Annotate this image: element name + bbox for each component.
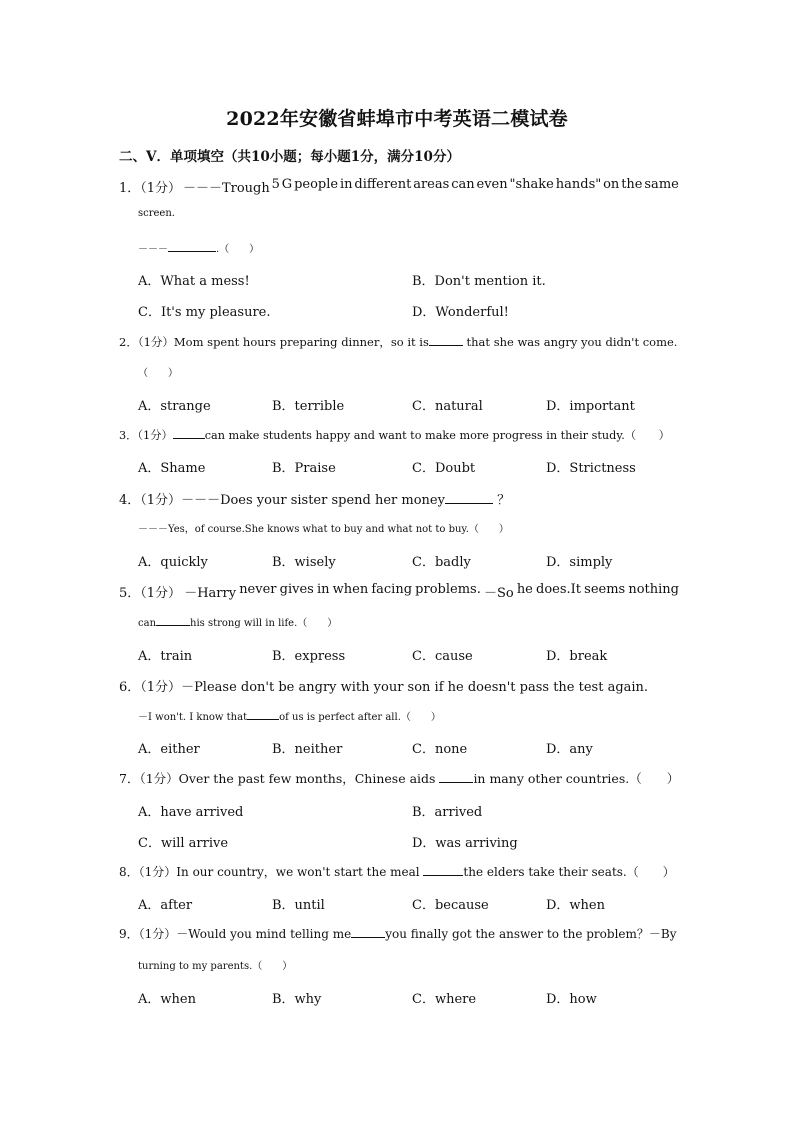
q1-option-b: B．Don't mention it. [412, 274, 546, 289]
q1-w12: the [621, 177, 643, 192]
q5-w6: problems. [415, 582, 481, 597]
q9-option-a: A．when [138, 992, 196, 1007]
q1-w9: "shake [509, 177, 554, 192]
question-9-stem: 9．（1分）－Would you mind telling me you finally got the answer to the problem？－By [119, 927, 677, 941]
q1-option-d: D．Wonderful! [412, 305, 509, 320]
answer-blank [423, 863, 463, 876]
answer-blank [351, 925, 385, 938]
q9-option-b: B．why [272, 992, 322, 1007]
answer-blank [168, 239, 216, 252]
q8-option-b: B．until [272, 898, 325, 913]
q5-w5: facing [371, 582, 413, 597]
q4-option-a: A．quickly [138, 555, 208, 570]
q5-w8: he [516, 582, 533, 597]
answer-blank [439, 770, 473, 783]
q5-option-b: B．express [272, 649, 346, 664]
q1-w5: different [354, 177, 412, 192]
answer-blank [156, 613, 190, 626]
q1-w13: same [644, 177, 679, 192]
q5-w3: in [316, 582, 330, 597]
question-6-reply: －I won't. I know that of us is perfect after all.（ ） [138, 707, 698, 723]
q7-option-d: D．was arriving [412, 836, 518, 851]
q7-option-a: A．have arrived [138, 805, 244, 820]
q7-option-c: C．will arrive [138, 836, 229, 851]
question-1-reply: －－－ .（ ） [138, 239, 698, 255]
question-1-number: 1．（1分） [119, 181, 182, 196]
question-3-stem: 3．（1分） can make students happy and want to make more progress in their study.（ ） [119, 426, 679, 443]
q8-option-d: D．when [546, 898, 605, 913]
question-5-stem-cont: can his strong will in life.（ ） [138, 613, 698, 629]
page-title: 2022年安徽省蚌埠市中考英语二模试卷 [226, 108, 568, 130]
answer-blank [173, 426, 205, 439]
question-4-stem: 4．（1分）－－－Does your sister spend her money ？ [119, 493, 511, 508]
q5-option-a: A．train [138, 649, 193, 664]
question-2-stem-cont: （ ） [138, 368, 178, 379]
q1-w10: hands" [555, 177, 602, 192]
question-5-number: 5．（1分） [119, 586, 182, 601]
question-9-stem-cont: turning to my parents.（ ） [138, 961, 293, 972]
answer-blank [247, 707, 279, 720]
q3-option-b: B．Praise [272, 461, 336, 476]
q4-option-b: B．wisely [272, 555, 336, 570]
q5-w0: －Harry [184, 586, 237, 601]
q6-option-d: D．any [546, 742, 593, 757]
question-5-stem [119, 582, 679, 601]
q1-w3: people [294, 177, 339, 192]
q5-w10: seems [584, 582, 626, 597]
q1-w6: areas [413, 177, 450, 192]
q3-option-c: C．Doubt [412, 461, 476, 476]
q1-option-a: A．What a mess! [138, 274, 250, 289]
answer-blank [445, 491, 493, 504]
q9-option-d: D．how [546, 992, 597, 1007]
q3-option-d: D．Strictness [546, 461, 636, 476]
section-heading: 二、V．单项填空（共10小题；每小题1分，满分10分） [119, 149, 460, 165]
question-2-stem: 2．（1分）Mom spent hours preparing dinner，so it is that she was angry you didn't come. [119, 335, 678, 349]
q5-w9: does.It [536, 582, 582, 597]
question-1-stem [119, 177, 679, 196]
question-8-stem: 8．（1分）In our country，we won't start the meal the elders take their seats.（ ） [119, 865, 675, 879]
answer-blank [429, 333, 463, 346]
q1-w11: on [603, 177, 620, 192]
q6-option-b: B．neither [272, 742, 343, 757]
q5-w7: －So [483, 586, 514, 601]
q5-option-c: C．cause [412, 649, 473, 664]
question-5-stem-justified [119, 582, 679, 601]
q2-option-d: D．important [546, 399, 635, 414]
q9-option-c: C．where [412, 992, 477, 1007]
question-7-stem: 7．（1分）Over the past few months，Chinese aids in many other countries.（ ） [119, 771, 680, 786]
q5-option-d: D．break [546, 649, 608, 664]
question-4-reply: －－－Yes，of course.She knows what to buy and what not to buy.（ ） [138, 524, 509, 535]
question-1-stem-justified [119, 177, 679, 196]
q5-w2: gives [279, 582, 314, 597]
q2-option-b: B．terrible [272, 399, 345, 414]
q7-option-b: B．arrived [412, 805, 483, 820]
q1-w4: in [339, 177, 353, 192]
q5-w11: nothing [628, 582, 679, 597]
q8-option-a: A．after [138, 898, 193, 913]
q2-option-c: C．natural [412, 399, 483, 414]
q1-option-c: C．It's my pleasure. [138, 305, 271, 320]
q6-option-a: A．either [138, 742, 200, 757]
q1-w2: G [281, 177, 293, 192]
q1-w8: even [476, 177, 508, 192]
q4-option-d: D．simply [546, 555, 613, 570]
q4-option-c: C．badly [412, 555, 471, 570]
q1-w0: －－－Trough [182, 181, 270, 196]
question-6-stem: 6．（1分）－Please don't be angry with your son if he doesn't pass the test again. [119, 680, 649, 695]
question-1-stem-cont: screen. [138, 208, 175, 219]
q8-option-c: C．because [412, 898, 489, 913]
q6-option-c: C．none [412, 742, 468, 757]
q1-w7: can [451, 177, 475, 192]
q5-w1: never [239, 582, 277, 597]
q5-w4: when [332, 582, 369, 597]
q3-option-a: A．Shame [138, 461, 206, 476]
q1-w1: 5 [271, 177, 280, 192]
q2-option-a: A．strange [138, 399, 211, 414]
